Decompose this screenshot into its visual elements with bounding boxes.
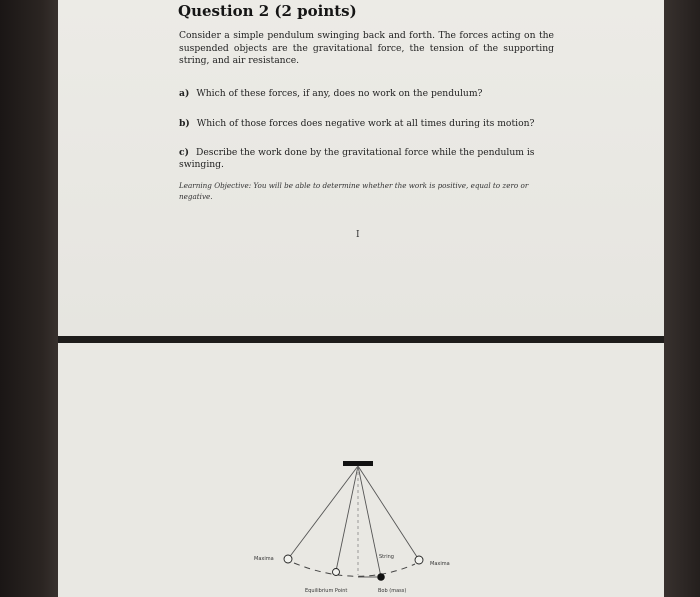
question-part-a bbox=[179, 88, 559, 100]
part-label: a) bbox=[179, 88, 190, 99]
question-part-b bbox=[179, 118, 559, 130]
part-label: b) bbox=[179, 118, 190, 129]
label-maxima-left: Maxima bbox=[254, 556, 274, 562]
question-intro: Consider a simple pendulum swinging back and forth. The forces acting on the suspended objects are the gravitational force, the tension of the supporting string, and air resistance. bbox=[179, 30, 554, 66]
string-left bbox=[288, 466, 358, 559]
part-label: c) bbox=[179, 147, 189, 158]
label-string: String bbox=[379, 554, 394, 560]
part-text: Which of these forces, if any, does no work on the pendulum? bbox=[196, 88, 483, 99]
bob-mass bbox=[377, 573, 385, 581]
page-divider bbox=[58, 336, 664, 343]
learning-objective: Learning Objective: You will be able to determine whether the work is positive, equal to zero or negative. bbox=[179, 181, 529, 201]
string-center bbox=[358, 466, 381, 577]
part-text: Describe the work done by the gravitational force while the pendulum is swinging. bbox=[179, 147, 535, 170]
string-inner-left bbox=[336, 466, 358, 571]
pendulum-support bbox=[343, 461, 373, 466]
swing-arc bbox=[294, 563, 415, 576]
maxima-left-marker bbox=[284, 555, 292, 563]
monitor-bezel-right bbox=[660, 0, 700, 597]
maxima-right-marker bbox=[415, 556, 423, 564]
question-title: Question 2 (2 points) bbox=[178, 2, 357, 20]
part-text: Which of those forces does negative work at all times during its motion? bbox=[196, 118, 535, 129]
label-maxima-right: Maxima bbox=[430, 561, 450, 567]
label-bob: Bob (mass) bbox=[378, 588, 407, 594]
document-screen bbox=[58, 0, 664, 597]
label-equilibrium: Equilibrium Point bbox=[305, 588, 348, 594]
monitor-bezel-left bbox=[0, 0, 60, 597]
pendulum-diagram bbox=[58, 343, 664, 597]
question-part-c bbox=[179, 147, 559, 170]
string-right bbox=[358, 466, 419, 560]
equilibrium-marker bbox=[333, 569, 340, 576]
text-cursor: I bbox=[356, 230, 360, 240]
